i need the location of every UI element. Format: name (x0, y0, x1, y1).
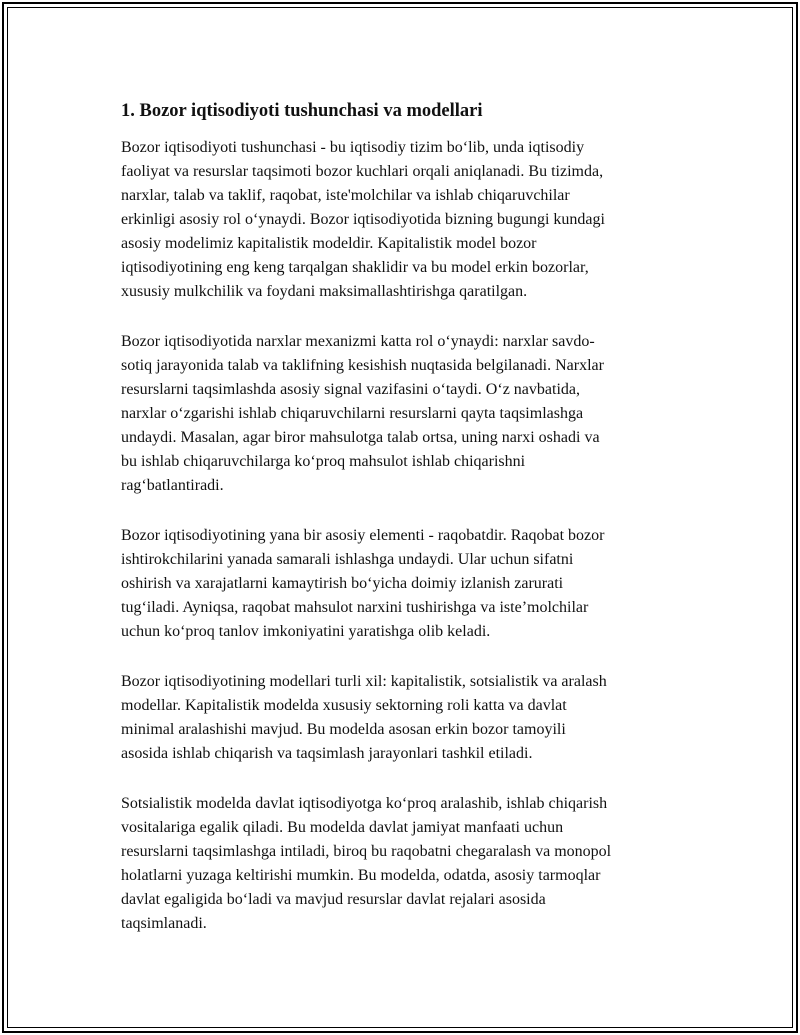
paragraph-line: resurslarni taqsimlashga intiladi, biroq bu raqobatni chegaralash va monopol (121, 843, 612, 860)
paragraph-line: resurslarni taqsimlashda asosiy signal vazifasini o‘taydi. O‘z navbatida, (121, 381, 580, 398)
paragraph-line: tug‘iladi. Ayniqsa, raqobat mahsulot narxini tushirishga va iste’molchilar (121, 599, 589, 616)
paragraph-line: narxlar o‘zgarishi ishlab chiqaruvchilarni resurslarni qayta taqsimlashga (121, 405, 584, 422)
paragraph-line: Bozor iqtisodiyotining modellari turli xil: kapitalistik, sotsialistik va aralash (121, 673, 607, 690)
paragraph-line: Bozor iqtisodiyoti tushunchasi - bu iqtisodiy tizim bo‘lib, unda iqtisodiy (121, 139, 585, 156)
paragraph-line: vositalariga egalik qiladi. Bu modelda davlat jamiyat manfaati uchun (121, 819, 564, 836)
paragraph-line: undaydi. Masalan, agar biror mahsulotga talab ortsa, uning narxi oshadi va (121, 429, 600, 446)
paragraph (121, 524, 696, 644)
paragraph-line: oshirish va xarajatlarni kamaytirish bo‘yicha doimiy izlanish zarurati (121, 575, 564, 592)
paragraph-line: Bozor iqtisodiyotining yana bir asosiy elementi - raqobatdir. Raqobat bozor (121, 527, 605, 544)
paragraph (121, 136, 696, 304)
paragraph-line: sotiq jarayonida talab va taklifning kesishish nuqtasida belgilanadi. Narxlar (121, 357, 604, 374)
paragraph-line: xususiy mulkchilik va foydani maksimallashtirishga qaratilgan. (121, 283, 528, 300)
paragraph-line: iqtisodiyotining eng keng tarqalgan shaklidir va bu model erkin bozorlar, (121, 259, 589, 276)
paragraph-line: taqsimlanadi. (121, 915, 207, 932)
paragraph-line: davlat egaligida bo‘ladi va mavjud resurslar davlat rejalari asosida (121, 891, 546, 908)
paragraph-line: rag‘batlantiradi. (121, 477, 224, 494)
paragraph-line: narxlar, talab va taklif, raqobat, iste'molchilar va ishlab chiqaruvchilar (121, 187, 570, 204)
paragraph (121, 330, 696, 498)
paragraph (121, 792, 696, 936)
paragraph-line: ishtirokchilarini yanada samarali ishlashga undaydi. Ular uchun sifatni (121, 551, 574, 568)
paragraph-line: Bozor iqtisodiyotida narxlar mexanizmi katta rol o‘ynaydi: narxlar savdo- (121, 333, 595, 350)
paragraph-line: holatlarni yuzaga keltirishi mumkin. Bu modelda, odatda, asosiy tarmoqlar (121, 867, 601, 884)
page-frame (2, 2, 798, 1033)
paragraph-line: Sotsialistik modelda davlat iqtisodiyotga ko‘proq aralashib, ishlab chiqarish (121, 795, 608, 812)
paragraph-line: bu ishlab chiqaruvchilarga ko‘proq mahsulot ishlab chiqarishni (121, 453, 526, 470)
paragraph-list (121, 136, 696, 936)
section-heading: 1. Bozor iqtisodiyoti tushunchasi va modellari (121, 101, 483, 121)
document-body (121, 98, 696, 962)
paragraph-line: minimal aralashishi mavjud. Bu modelda asosan erkin bozor tamoyili (121, 721, 566, 738)
paragraph-line: asosiy modelimiz kapitalistik modeldir. Kapitalistik model bozor (121, 235, 537, 252)
paragraph-line: uchun ko‘proq tanlov imkoniyatini yaratishga olib keladi. (121, 623, 491, 640)
paragraph-line: faoliyat va resurslar taqsimoti bozor kuchlari orqali aniqlanadi. Bu tizimda, (121, 163, 604, 180)
paragraph-line: erkinligi asosiy rol o‘ynaydi. Bozor iqtisodiyotida bizning bugungi kundagi (121, 211, 605, 228)
paragraph (121, 670, 696, 766)
paragraph-line: asosida ishlab chiqarish va taqsimlash jarayonlari tashkil etiladi. (121, 745, 533, 762)
paragraph-line: modellar. Kapitalistik modelda xususiy sektorning roli katta va davlat (121, 697, 567, 714)
